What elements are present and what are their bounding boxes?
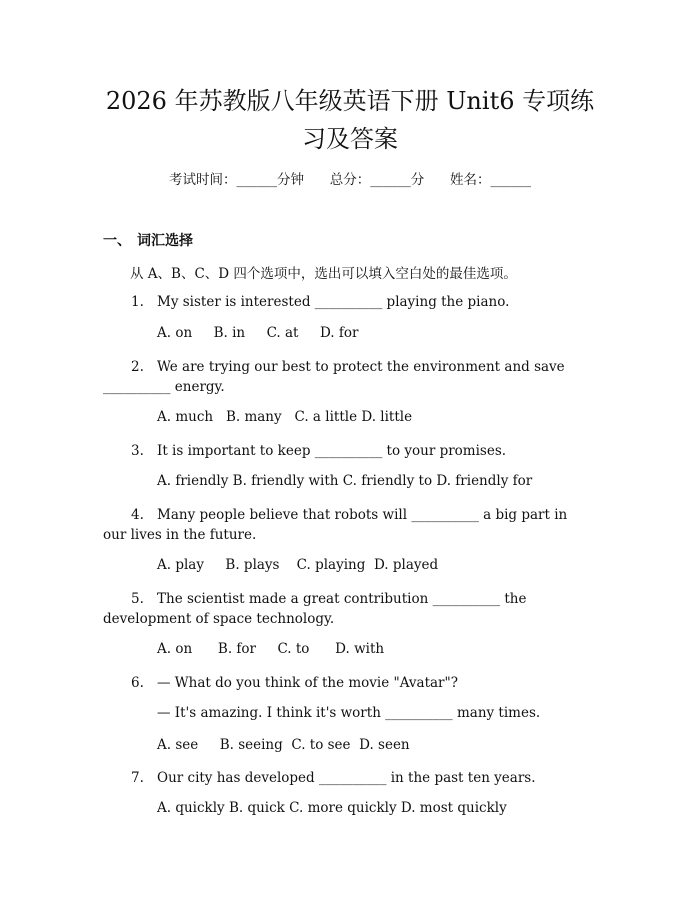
instruction: 从 A、B、C、D 四个选项中，选出可以填入空白处的最佳选项。	[130, 266, 517, 282]
question	[103, 768, 583, 788]
question	[103, 505, 583, 545]
question-number: 6.	[131, 675, 144, 691]
question-number: 3.	[131, 443, 144, 459]
question-text: Many people believe that robots will __________ a big part in our lives in the future.	[103, 507, 568, 543]
question-options: A. on B. for C. to D. with	[157, 641, 385, 657]
question	[103, 357, 583, 397]
title-line-1: 2026 年苏教版八年级英语下册 Unit6 专项练	[105, 87, 595, 115]
question-options: A. quickly B. quick C. more quickly D. most quickly	[157, 800, 507, 816]
question-number: 2.	[131, 359, 144, 375]
section-number: 一、	[103, 233, 131, 249]
question-text: We are trying our best to protect the environment and save __________ energy.	[103, 359, 565, 395]
exam-meta: 考试时间：______分钟 总分：______分 姓名：______	[169, 172, 531, 188]
document-title	[60, 82, 640, 158]
question-text: My sister is interested __________ playing the piano.	[157, 294, 510, 310]
title-line-2: 习及答案	[302, 125, 398, 153]
question-number: 7.	[131, 770, 144, 786]
question-text: Our city has developed __________ in the past ten years.	[157, 770, 536, 786]
section-label: 词汇选择	[137, 233, 193, 249]
question-number: 1.	[131, 294, 144, 310]
question-text-line-2: — It's amazing. I think it's worth __________ many times.	[157, 705, 541, 721]
question-text: — What do you think of the movie "Avatar"?	[157, 675, 458, 691]
question-options: A. on B. in C. at D. for	[157, 325, 359, 341]
question-options: A. friendly B. friendly with C. friendly to D. friendly for	[157, 473, 533, 489]
question-options: A. play B. plays C. playing D. played	[157, 557, 439, 573]
question-options: A. see B. seeing C. to see D. seen	[157, 737, 410, 753]
question	[103, 589, 583, 629]
section-heading	[103, 230, 193, 250]
question-number: 4.	[131, 507, 144, 523]
question	[103, 292, 583, 312]
question-text: It is important to keep __________ to your promises.	[157, 443, 507, 459]
question	[103, 441, 583, 461]
question-text: The scientist made a great contribution __________ the development of space technology.	[103, 591, 527, 627]
question	[103, 673, 583, 693]
question-number: 5.	[131, 591, 144, 607]
question-options: A. much B. many C. a little D. little	[157, 409, 413, 425]
